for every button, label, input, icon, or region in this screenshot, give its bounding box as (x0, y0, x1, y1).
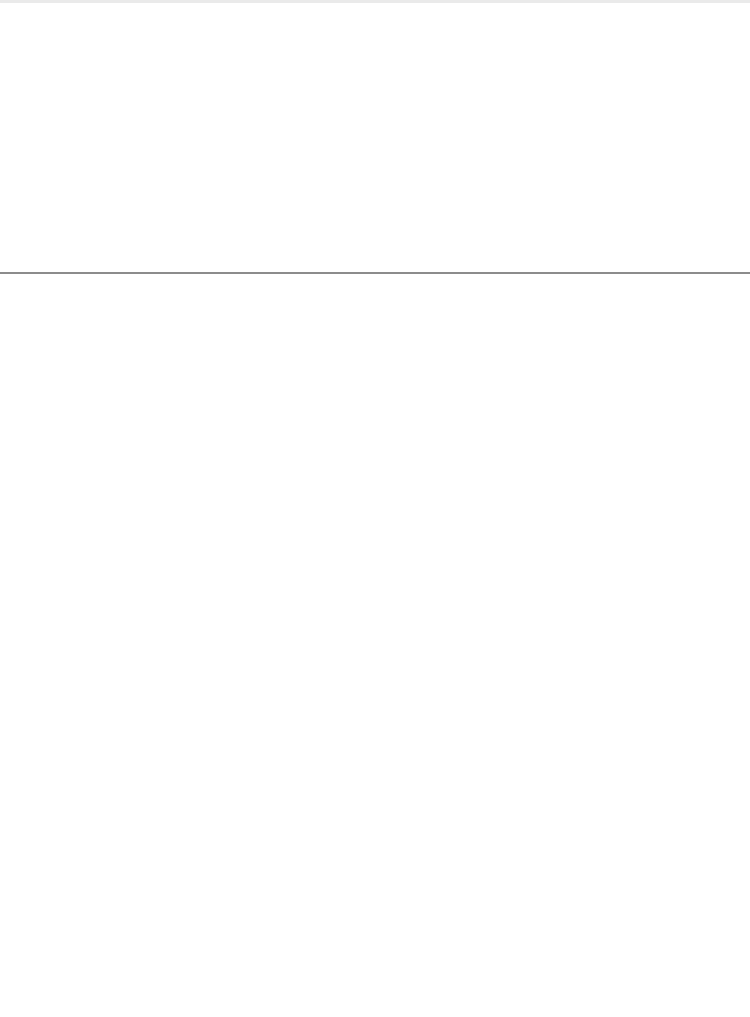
top-divider (0, 0, 750, 3)
table-header (0, 222, 750, 272)
header-divider (0, 272, 750, 274)
